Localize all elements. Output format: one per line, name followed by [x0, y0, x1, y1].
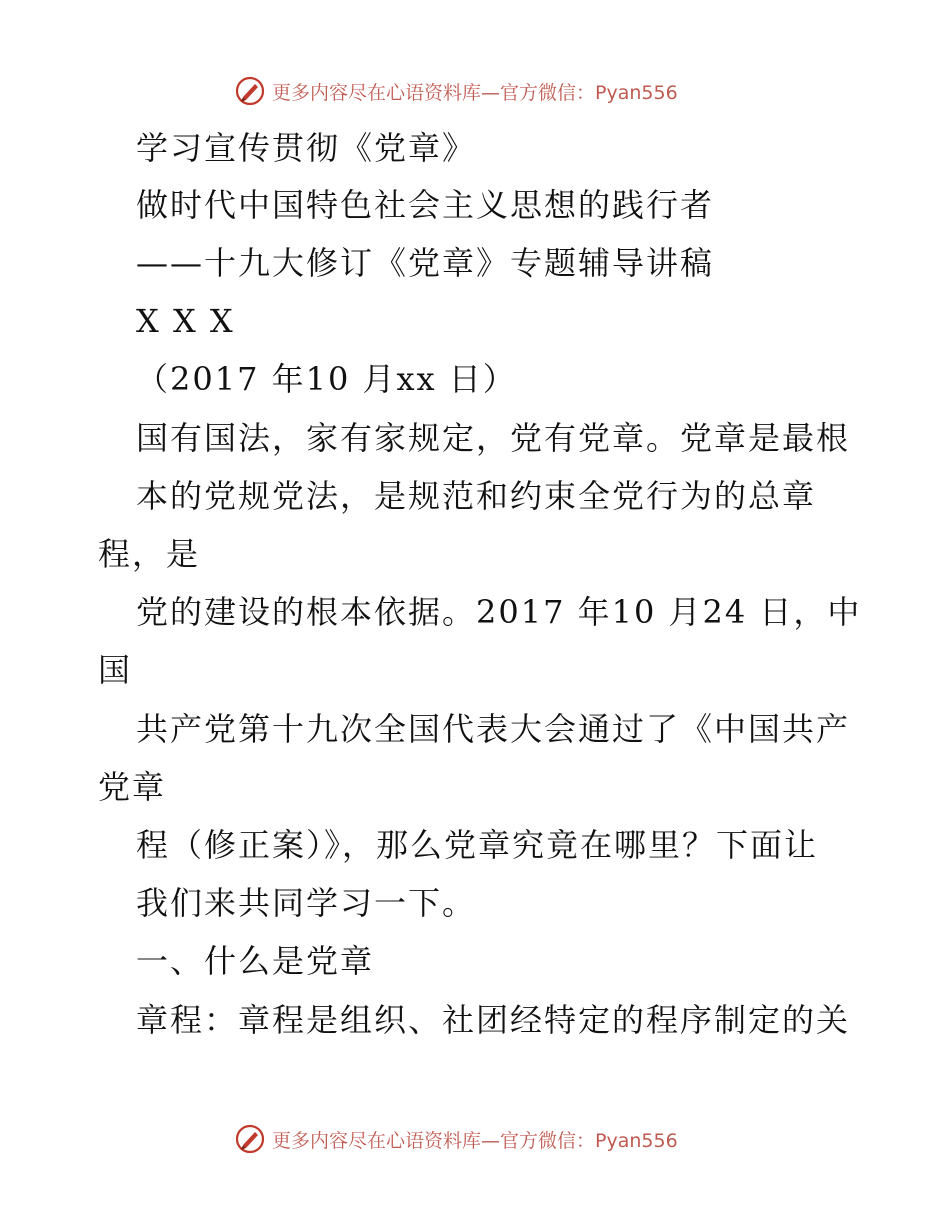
- doc-title: 学习宣传贯彻《党章》: [136, 129, 477, 167]
- header-banner-text: 更多内容尽在心语资料库—官方微信：Pyan556: [272, 81, 678, 104]
- paragraph-line: 我们来共同学习一下。: [136, 884, 477, 922]
- paragraph-line: 党的建设的根本依据。2017 年10 月24 日，中: [136, 593, 862, 631]
- pen-nib-logo-icon: [234, 75, 266, 107]
- paragraph-line: 章程：章程是组织、社团经特定的程序制定的关: [136, 1001, 851, 1039]
- paragraph-line: 国有国法，家有家规定，党有党章。党章是最根: [136, 419, 851, 457]
- paragraph-line: 程（修正案）》，那么党章究竟在哪里？下面让: [136, 826, 819, 864]
- header-banner: [234, 74, 678, 108]
- pen-nib-logo-icon: [234, 1123, 266, 1155]
- paragraph-line: 程，是: [98, 535, 201, 573]
- doc-subtitle: 做时代中国特色社会主义思想的践行者: [136, 186, 715, 224]
- doc-author: X X X: [136, 302, 235, 340]
- paragraph-line: 党章: [98, 768, 167, 806]
- doc-subtitle-2: ——十九大修订《党章》专题辅导讲稿: [136, 244, 715, 282]
- doc-date: （2017 年10 月xx 日）: [136, 360, 517, 398]
- section-heading: 一、什么是党章: [136, 942, 375, 980]
- paragraph-line: 国: [98, 651, 133, 689]
- paragraph-line: 共产党第十九次全国代表大会通过了《中国共产: [136, 710, 851, 748]
- footer-banner-text: 更多内容尽在心语资料库—官方微信：Pyan556: [272, 1129, 678, 1152]
- paragraph-line: 本的党规党法，是规范和约束全党行为的总章: [136, 477, 817, 515]
- footer-banner: [234, 1122, 678, 1156]
